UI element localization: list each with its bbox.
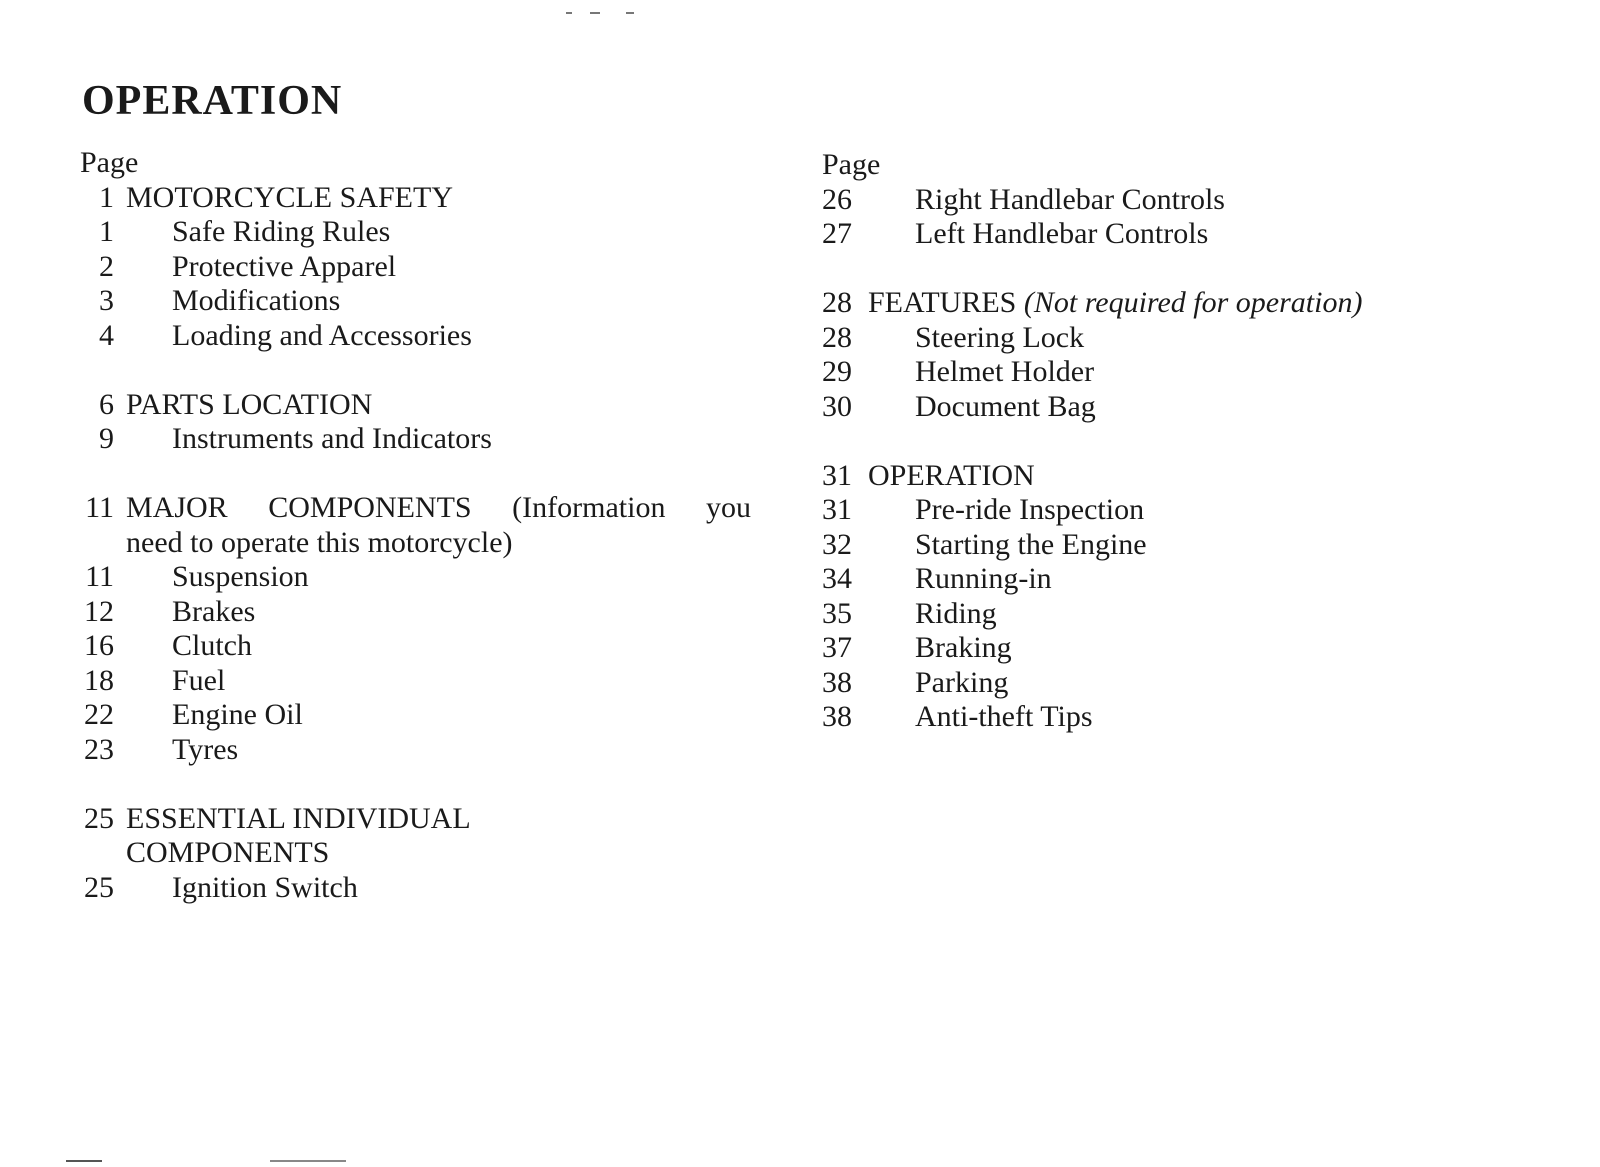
toc-entry[interactable]: [822, 183, 1562, 218]
toc-page-number: 1: [99, 215, 114, 248]
toc-entry-title: Ignition Switch: [172, 870, 358, 904]
toc-page-number: 28: [822, 320, 852, 354]
toc-entry[interactable]: [80, 215, 760, 250]
toc-page-number: 30: [822, 389, 852, 423]
toc-page-number: 37: [822, 631, 852, 664]
toc-left-entries: [80, 181, 760, 906]
toc-entry-label: [172, 284, 340, 319]
toc-entry[interactable]: [80, 733, 760, 768]
toc-section-title: FEATURES: [868, 286, 1017, 319]
toc-page-number: 11: [85, 491, 114, 524]
toc-entry-title: Document Bag: [915, 389, 1096, 423]
toc-entry-label: [172, 250, 396, 285]
toc-section-label: ESSENTIAL INDIVIDUAL: [126, 801, 471, 835]
toc-entry[interactable]: [822, 700, 1562, 735]
toc-entry-label: [172, 871, 358, 906]
toc-page-number: 28: [822, 286, 852, 319]
toc-entry-label: [915, 321, 1084, 356]
toc-entry[interactable]: [80, 871, 760, 906]
toc-section-note: (Not required for operation): [1023, 286, 1363, 319]
toc-entry-title: Brakes: [172, 594, 256, 628]
toc-page-number: 38: [822, 665, 852, 699]
toc-page-number: 22: [84, 698, 114, 731]
toc-entry-label: [172, 733, 238, 768]
toc-section-heading[interactable]: [822, 459, 1562, 494]
toc-entry-label: [915, 666, 1008, 701]
toc-page-number: 16: [84, 629, 114, 662]
toc-entry-label: [915, 390, 1096, 425]
toc-entry-title: Fuel: [172, 663, 226, 697]
toc-entry-label: [172, 422, 492, 457]
toc-entry[interactable]: [80, 560, 760, 595]
toc-entry-label: [172, 698, 303, 733]
toc-page-number: 35: [822, 596, 852, 630]
toc-entry-title: Safe Riding Rules: [172, 215, 391, 248]
toc-entry-label: [172, 595, 255, 630]
toc-section-title: MOTORCYCLE SAFETY: [126, 180, 453, 214]
toc-entry-label: [172, 215, 390, 250]
toc-entry-label: [172, 319, 472, 354]
toc-entry-label: [915, 355, 1094, 390]
page-column-header: Page: [80, 146, 139, 179]
toc-page-number: 25: [84, 801, 114, 835]
toc-left-column: [80, 146, 760, 905]
toc-page-number: 9: [99, 422, 114, 455]
toc-page-number: 4: [99, 318, 114, 352]
toc-section-heading[interactable]: [80, 491, 760, 526]
toc-entry[interactable]: [822, 597, 1562, 632]
section-spacer: [822, 424, 1562, 459]
toc-section-label: MAJOR COMPONENTS (Information you: [126, 491, 751, 524]
page-column-header: Page: [822, 148, 881, 181]
section-spacer: [80, 767, 760, 802]
toc-entry-title: Riding: [915, 596, 997, 630]
toc-entry[interactable]: [822, 528, 1562, 563]
toc-entry[interactable]: [80, 250, 760, 285]
toc-entry-label: [915, 597, 997, 632]
toc-entry-title: Starting the Engine: [915, 527, 1147, 561]
toc-page-number: 26: [822, 182, 852, 216]
toc-entry-title: Tyres: [172, 732, 239, 766]
toc-page-number: 25: [84, 870, 114, 904]
toc-entry-label: [915, 700, 1093, 735]
toc-entry-label: [915, 493, 1144, 528]
toc-section-title: OPERATION: [868, 458, 1035, 492]
toc-section-heading-continued: [80, 836, 760, 871]
toc-section-label: [126, 388, 372, 423]
toc-section-heading[interactable]: [80, 181, 760, 216]
toc-page-number: 31: [822, 493, 852, 526]
bottom-scan-marks: [66, 1160, 366, 1163]
toc-page-number: 2: [99, 249, 114, 283]
toc-page-number: 23: [84, 732, 114, 766]
toc-page-number: 38: [822, 700, 852, 733]
toc-section-label-continued: COMPONENTS: [126, 836, 330, 869]
toc-page-number: 31: [822, 458, 852, 492]
page-title: OPERATION: [82, 78, 343, 124]
toc-entry[interactable]: [822, 493, 1562, 528]
toc-section-label: [126, 181, 453, 216]
toc-entry-title: Protective Apparel: [172, 249, 397, 283]
toc-section-title: PARTS LOCATION: [126, 387, 373, 421]
toc-page-number: 6: [99, 387, 114, 421]
toc-section-label: [868, 286, 1362, 321]
toc-entry-label: [915, 631, 1012, 666]
toc-entry[interactable]: [822, 666, 1562, 701]
toc-entry[interactable]: [822, 631, 1562, 666]
toc-entry-label: [915, 562, 1052, 597]
section-spacer: [80, 353, 760, 388]
toc-entry-label: [172, 629, 252, 664]
toc-entry-label: [915, 217, 1208, 252]
toc-page-number: 12: [84, 594, 114, 628]
toc-page-number: 27: [822, 217, 852, 250]
toc-entry-label: [915, 183, 1225, 218]
toc-entry[interactable]: [822, 355, 1562, 390]
toc-entry[interactable]: [80, 422, 760, 457]
toc-section-heading[interactable]: [80, 388, 760, 423]
toc-entry[interactable]: [80, 629, 760, 664]
section-spacer: [80, 457, 760, 492]
toc-entry-title: Helmet Holder: [915, 355, 1095, 388]
toc-entry-title: Anti-theft Tips: [915, 700, 1093, 733]
top-scan-mark: [566, 0, 642, 3]
toc-page-number: 11: [85, 560, 114, 593]
toc-page-number: 32: [822, 527, 852, 561]
toc-entry[interactable]: [822, 562, 1562, 597]
toc-page-number: 1: [99, 180, 114, 214]
toc-entry[interactable]: [80, 595, 760, 630]
toc-entry[interactable]: [80, 698, 760, 733]
toc-entry[interactable]: [80, 319, 760, 354]
toc-section-heading[interactable]: [822, 286, 1562, 321]
toc-entry[interactable]: [80, 284, 760, 319]
toc-entry-title: Steering Lock: [915, 320, 1085, 354]
toc-entry-title: Running-in: [915, 562, 1052, 595]
toc-entry-title: Instruments and Indicators: [172, 422, 492, 455]
toc-entry-title: Loading and Accessories: [172, 318, 472, 352]
toc-section-heading-continued: [80, 526, 760, 561]
toc-entry[interactable]: [80, 664, 760, 699]
toc-entry-title: Engine Oil: [172, 698, 303, 731]
toc-entry-title: Pre-ride Inspection: [915, 493, 1145, 526]
toc-entry-title: Modifications: [172, 284, 341, 317]
section-spacer: [822, 252, 1562, 287]
toc-entry-label: [172, 560, 309, 595]
toc-page-number: 29: [822, 355, 852, 388]
toc-entry-title: Suspension: [172, 560, 309, 593]
toc-section-label-continued: need to operate this motorcycle): [126, 525, 513, 559]
toc-entry-label: [915, 528, 1147, 563]
toc-page-number: 3: [99, 284, 114, 317]
toc-entry-title: Left Handlebar Controls: [915, 217, 1209, 250]
toc-right-entries: [822, 183, 1562, 735]
toc-page-number: 18: [84, 663, 114, 697]
toc-section-heading[interactable]: [80, 802, 760, 837]
toc-right-column: [822, 148, 1562, 735]
toc-entry[interactable]: [822, 321, 1562, 356]
toc-entry[interactable]: [822, 390, 1562, 425]
toc-entry-title: Clutch: [172, 629, 252, 662]
toc-entry-title: Right Handlebar Controls: [915, 182, 1225, 216]
toc-page-number: 34: [822, 562, 852, 595]
toc-entry-label: [172, 664, 225, 699]
toc-entry[interactable]: [822, 217, 1562, 252]
toc-section-label: [868, 459, 1035, 494]
toc-entry-title: Parking: [915, 665, 1009, 699]
toc-entry-title: Braking: [915, 631, 1012, 664]
